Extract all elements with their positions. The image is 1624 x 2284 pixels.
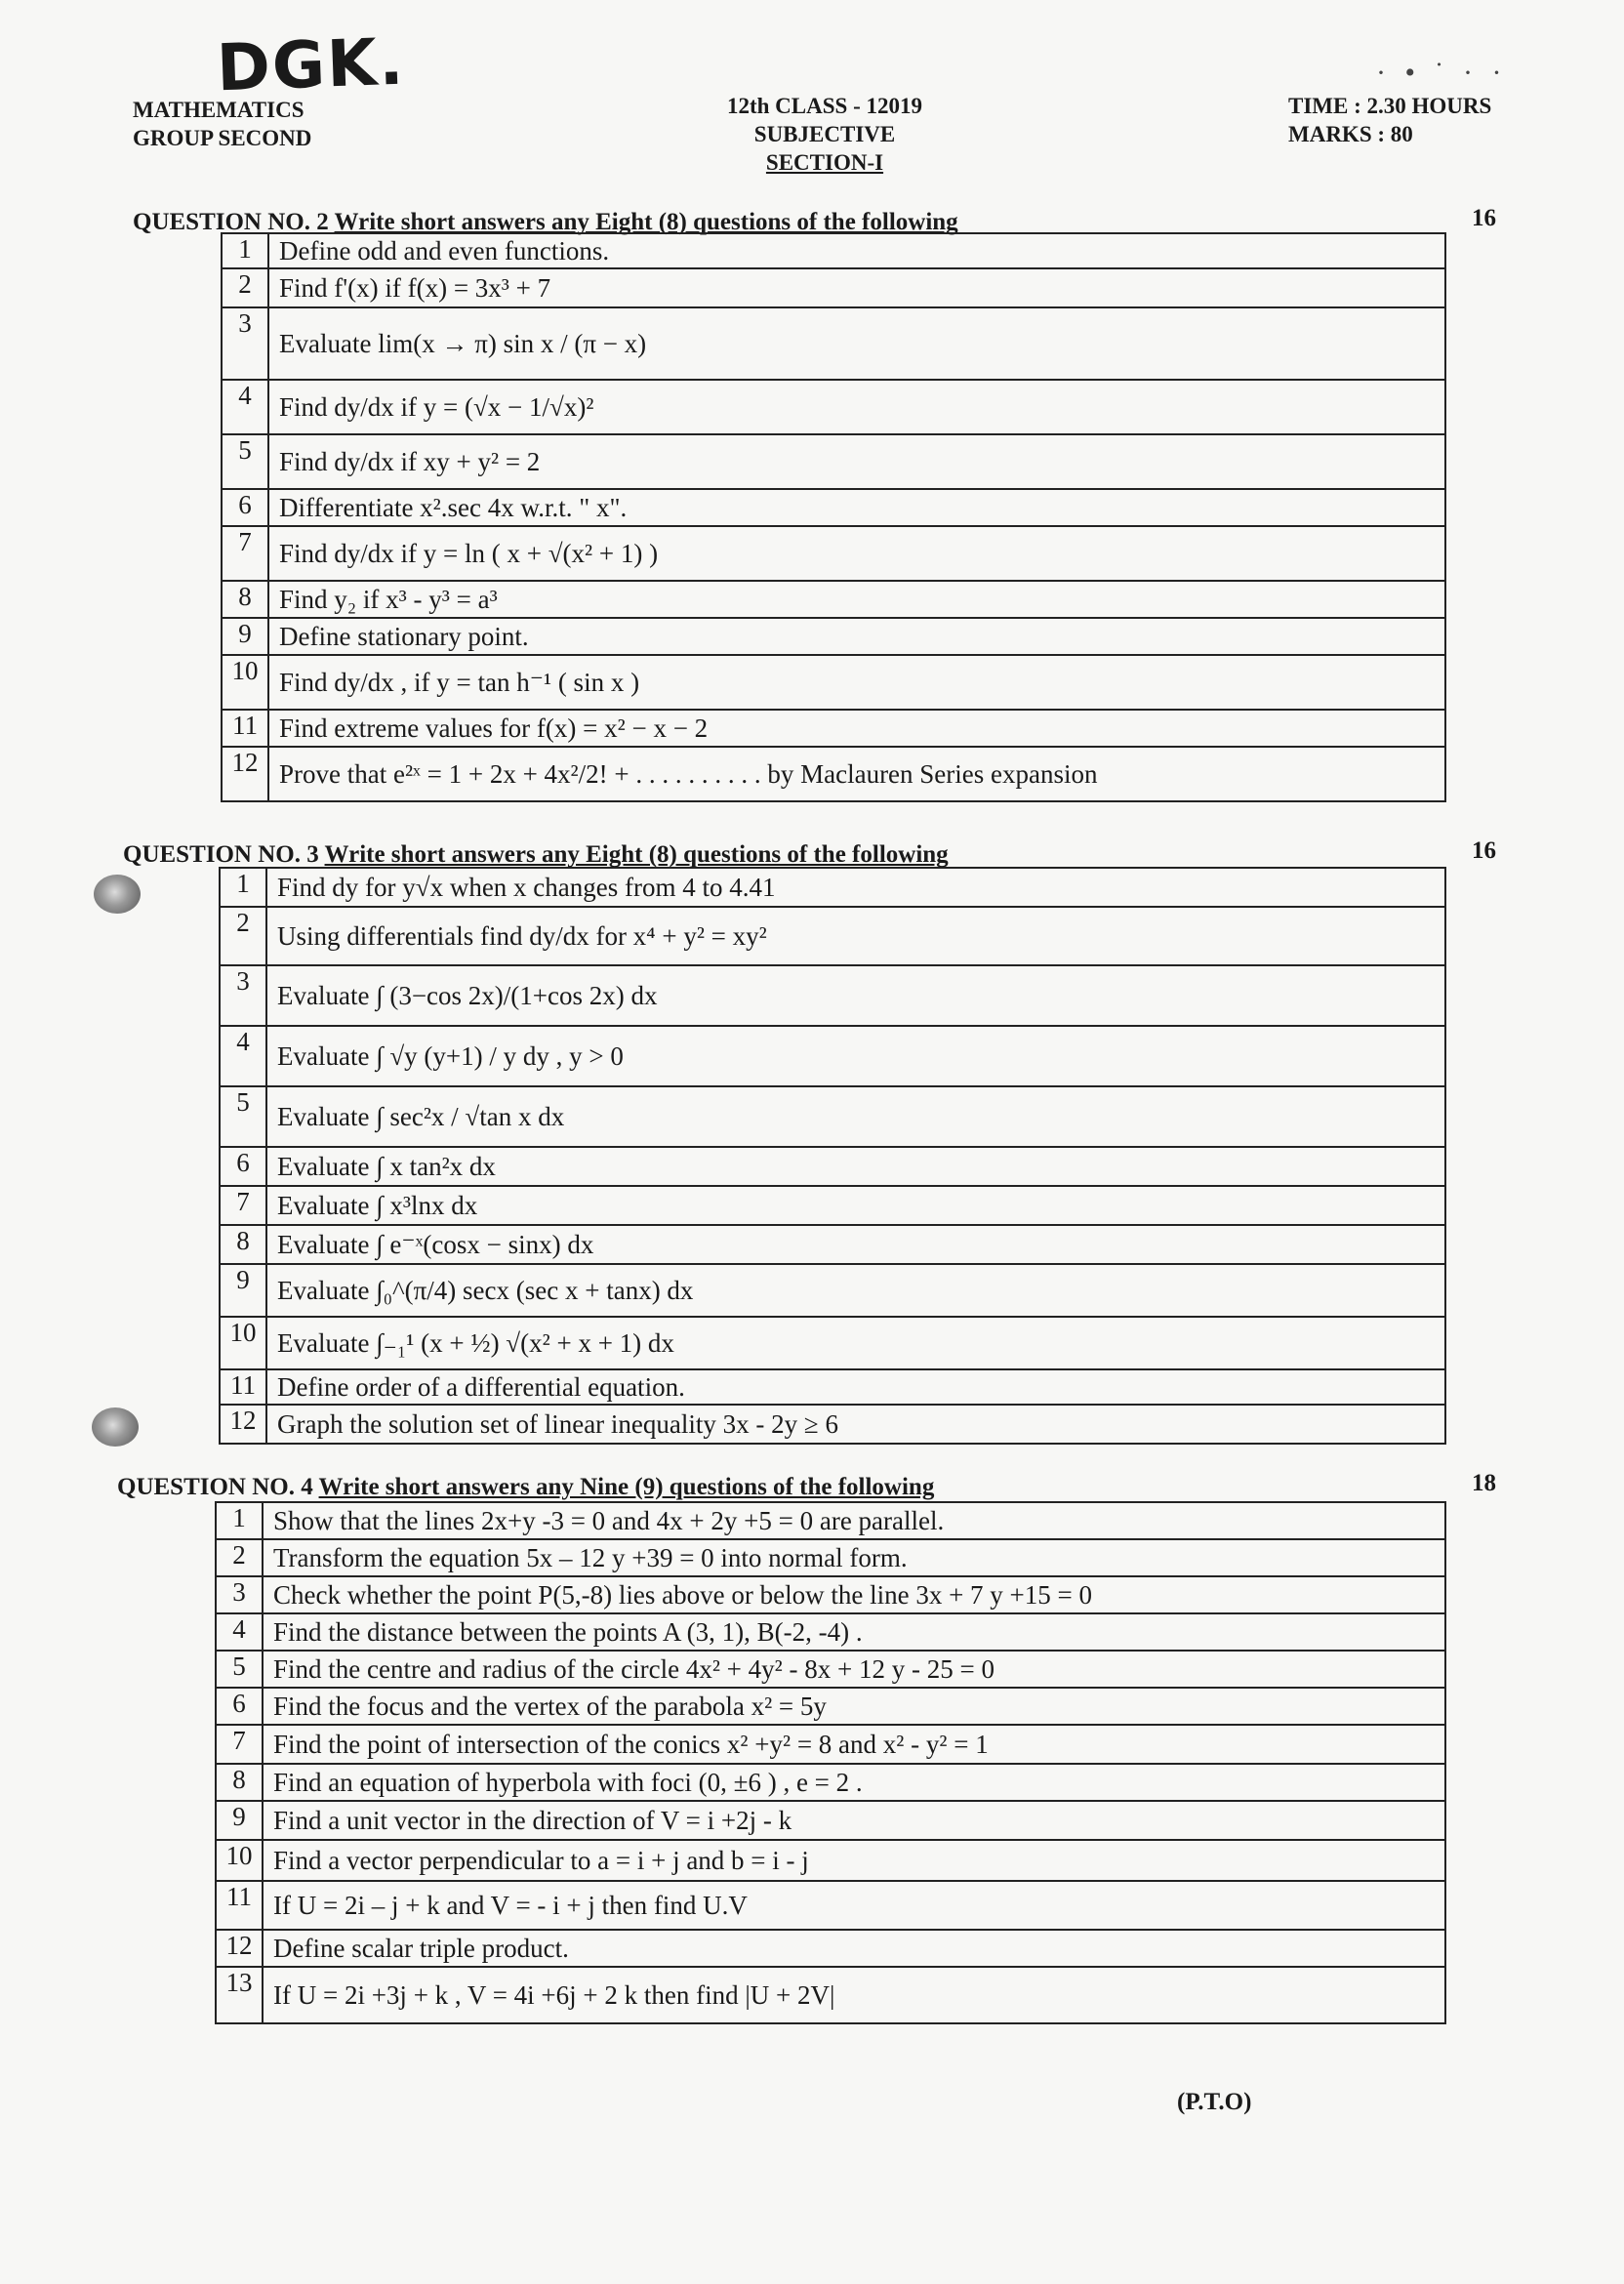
table-row (222, 747, 1445, 801)
item-text: Find dy/dx if y = ln ( x + √(x² + 1) ) (268, 526, 1445, 581)
table-row (222, 268, 1445, 307)
table-row (216, 1930, 1445, 1967)
item-number: 9 (222, 618, 268, 655)
item-text: Check whether the point P(5,-8) lies above or below the line 3x + 7 y +15 = 0 (263, 1576, 1445, 1613)
table-row (216, 1688, 1445, 1725)
table-row (216, 1881, 1445, 1930)
question-4-number: QUESTION NO. 4 (117, 1474, 313, 1500)
table-row (220, 907, 1445, 965)
item-number: 11 (222, 710, 268, 747)
item-text: Find y₂ if x³ - y³ = a³ (268, 581, 1445, 618)
item-number: 4 (220, 1026, 266, 1086)
table-row (220, 1147, 1445, 1186)
item-text: Find dy/dx if xy + y² = 2 (268, 434, 1445, 489)
item-text: Define odd and even functions. (268, 233, 1445, 268)
punch-hole-mark (94, 875, 141, 914)
item-number: 3 (220, 965, 266, 1026)
table-row (216, 1576, 1445, 1613)
item-number: 4 (216, 1613, 263, 1651)
question-3-title: Write short answers any Eight (8) questions of the following (324, 841, 949, 868)
table-row (222, 434, 1445, 489)
table-row (220, 1026, 1445, 1086)
item-text: Evaluate ∫ x³lnx dx (266, 1186, 1445, 1225)
question-4-title: Write short answers any Nine (9) questions of the following (318, 1474, 935, 1500)
item-number: 2 (216, 1539, 263, 1576)
item-number: 6 (216, 1688, 263, 1725)
item-text: If U = 2i +3j + k , V = 4i +6j + 2 k then find |U + 2V| (263, 1967, 1445, 2023)
ink-dots: · • ˙ · · (1376, 57, 1508, 89)
item-number: 8 (216, 1764, 263, 1801)
item-text: Define order of a differential equation. (266, 1369, 1445, 1405)
header-right (1288, 92, 1491, 148)
item-number: 2 (222, 268, 268, 307)
table-row (216, 1502, 1445, 1539)
table-row (222, 526, 1445, 581)
item-number: 3 (216, 1576, 263, 1613)
item-number: 9 (220, 1264, 266, 1317)
item-text: Find dy for y√x when x changes from 4 to 4.41 (266, 868, 1445, 907)
table-row (222, 233, 1445, 268)
item-text: Find an equation of hyperbola with foci (0, ±6 ) , e = 2 . (263, 1764, 1445, 1801)
item-number: 1 (222, 233, 268, 268)
item-text: Find the focus and the vertex of the parabola x² = 5y (263, 1688, 1445, 1725)
item-text: Find extreme values for f(x) = x² − x − 2 (268, 710, 1445, 747)
dgk-logo: DGK. (215, 23, 407, 106)
item-text: Define stationary point. (268, 618, 1445, 655)
item-text: Show that the lines 2x+y -3 = 0 and 4x + 2y +5 = 0 are parallel. (263, 1502, 1445, 1539)
question-4-marks: 18 (1472, 1470, 1496, 1496)
item-number: 9 (216, 1801, 263, 1840)
item-text: Evaluate ∫₀^(π/4) secx (sec x + tanx) dx (266, 1264, 1445, 1317)
table-row (220, 1317, 1445, 1369)
item-number: 5 (216, 1651, 263, 1688)
item-text: If U = 2i – j + k and V = - i + j then find U.V (263, 1881, 1445, 1930)
table-row (222, 581, 1445, 618)
time-label: TIME : 2.30 HOURS (1288, 94, 1492, 118)
table-row (216, 1539, 1445, 1576)
question-3-marks: 16 (1472, 837, 1496, 864)
item-number: 12 (220, 1405, 266, 1444)
item-number: 12 (222, 747, 268, 801)
item-number: 2 (220, 907, 266, 965)
item-text: Evaluate ∫₋₁¹ (x + ½) √(x² + x + 1) dx (266, 1317, 1445, 1369)
item-number: 12 (216, 1930, 263, 1967)
table-row (220, 1225, 1445, 1264)
table-row (222, 655, 1445, 710)
table-row (216, 1801, 1445, 1840)
item-text: Find a unit vector in the direction of V = i +2j - k (263, 1801, 1445, 1840)
table-row (220, 1186, 1445, 1225)
table-row (220, 1086, 1445, 1147)
table-row (222, 307, 1445, 380)
item-text: Find the point of intersection of the conics x² +y² = 8 and x² - y² = 1 (263, 1725, 1445, 1764)
table-row (222, 489, 1445, 526)
item-text: Find dy/dx if y = (√x − 1/√x)² (268, 380, 1445, 434)
question-2-marks: 16 (1472, 205, 1496, 231)
item-text: Using differentials find dy/dx for x⁴ + y² = xy² (266, 907, 1445, 965)
item-number: 6 (220, 1147, 266, 1186)
item-text: Evaluate ∫ (3−cos 2x)/(1+cos 2x) dx (266, 965, 1445, 1026)
item-number: 5 (222, 434, 268, 489)
pto-label: (P.T.O) (1177, 2089, 1252, 2115)
item-text: Find the centre and radius of the circle 4x² + 4y² - 8x + 12 y - 25 = 0 (263, 1651, 1445, 1688)
table-row (216, 1651, 1445, 1688)
item-number: 10 (222, 655, 268, 710)
item-number: 10 (220, 1317, 266, 1369)
class-code: 12th CLASS - 12019 (726, 94, 922, 118)
marks-label: MARKS : 80 (1288, 122, 1413, 146)
table-row (220, 1405, 1445, 1444)
question-2-title: Write short answers any Eight (8) questions of the following (334, 209, 958, 235)
table-row (216, 1764, 1445, 1801)
table-row (220, 868, 1445, 907)
group-label: GROUP SECOND (133, 126, 312, 150)
subject-label: MATHEMATICS (133, 98, 304, 122)
punch-hole-mark (92, 1407, 139, 1447)
item-number: 10 (216, 1840, 263, 1881)
table-row (222, 380, 1445, 434)
item-text: Differentiate x².sec 4x w.r.t. " x". (268, 489, 1445, 526)
item-number: 13 (216, 1967, 263, 2023)
header-left (133, 96, 311, 152)
item-number: 11 (216, 1881, 263, 1930)
question-3-number: QUESTION NO. 3 (123, 841, 319, 868)
item-text: Find dy/dx , if y = tan h⁻¹ ( sin x ) (268, 655, 1445, 710)
item-text: Find the distance between the points A (3, 1), B(-2, -4) . (263, 1613, 1445, 1651)
item-number: 8 (220, 1225, 266, 1264)
question-2-number: QUESTION NO. 2 (133, 209, 329, 235)
item-number: 1 (220, 868, 266, 907)
paper-type: SUBJECTIVE (753, 122, 896, 146)
item-number: 6 (222, 489, 268, 526)
question-3-table (219, 867, 1446, 1445)
item-text: Evaluate ∫ e⁻ˣ(cosx − sinx) dx (266, 1225, 1445, 1264)
table-row (216, 1725, 1445, 1764)
header-center (664, 92, 986, 177)
item-text: Graph the solution set of linear inequality 3x - 2y ≥ 6 (266, 1405, 1445, 1444)
item-text: Find a vector perpendicular to a = i + j and b = i - j (263, 1840, 1445, 1881)
item-number: 7 (216, 1725, 263, 1764)
item-text: Prove that e²ˣ = 1 + 2x + 4x²/2! + . . . . . . . . . . by Maclauren Series expansion (268, 747, 1445, 801)
table-row (216, 1840, 1445, 1881)
item-text: Evaluate ∫ sec²x / √tan x dx (266, 1086, 1445, 1147)
question-3-heading (123, 841, 949, 869)
table-row (220, 1264, 1445, 1317)
item-text: Evaluate ∫ √y (y+1) / y dy , y > 0 (266, 1026, 1445, 1086)
section-title: SECTION-I (765, 150, 884, 175)
item-number: 7 (222, 526, 268, 581)
table-row (216, 1613, 1445, 1651)
item-number: 5 (220, 1086, 266, 1147)
item-number: 11 (220, 1369, 266, 1405)
question-2-table (221, 232, 1446, 802)
question-4-table (215, 1501, 1446, 2024)
item-text: Transform the equation 5x – 12 y +39 = 0 into normal form. (263, 1539, 1445, 1576)
item-text: Evaluate lim(x → π) sin x / (π − x) (268, 307, 1445, 380)
item-number: 7 (220, 1186, 266, 1225)
question-4-heading (117, 1474, 934, 1501)
item-number: 8 (222, 581, 268, 618)
item-text: Define scalar triple product. (263, 1930, 1445, 1967)
table-row (220, 965, 1445, 1026)
item-number: 3 (222, 307, 268, 380)
table-row (222, 618, 1445, 655)
table-row (222, 710, 1445, 747)
item-text: Find f'(x) if f(x) = 3x³ + 7 (268, 268, 1445, 307)
table-row (220, 1369, 1445, 1405)
item-number: 1 (216, 1502, 263, 1539)
item-text: Evaluate ∫ x tan²x dx (266, 1147, 1445, 1186)
item-number: 4 (222, 380, 268, 434)
table-row (216, 1967, 1445, 2023)
